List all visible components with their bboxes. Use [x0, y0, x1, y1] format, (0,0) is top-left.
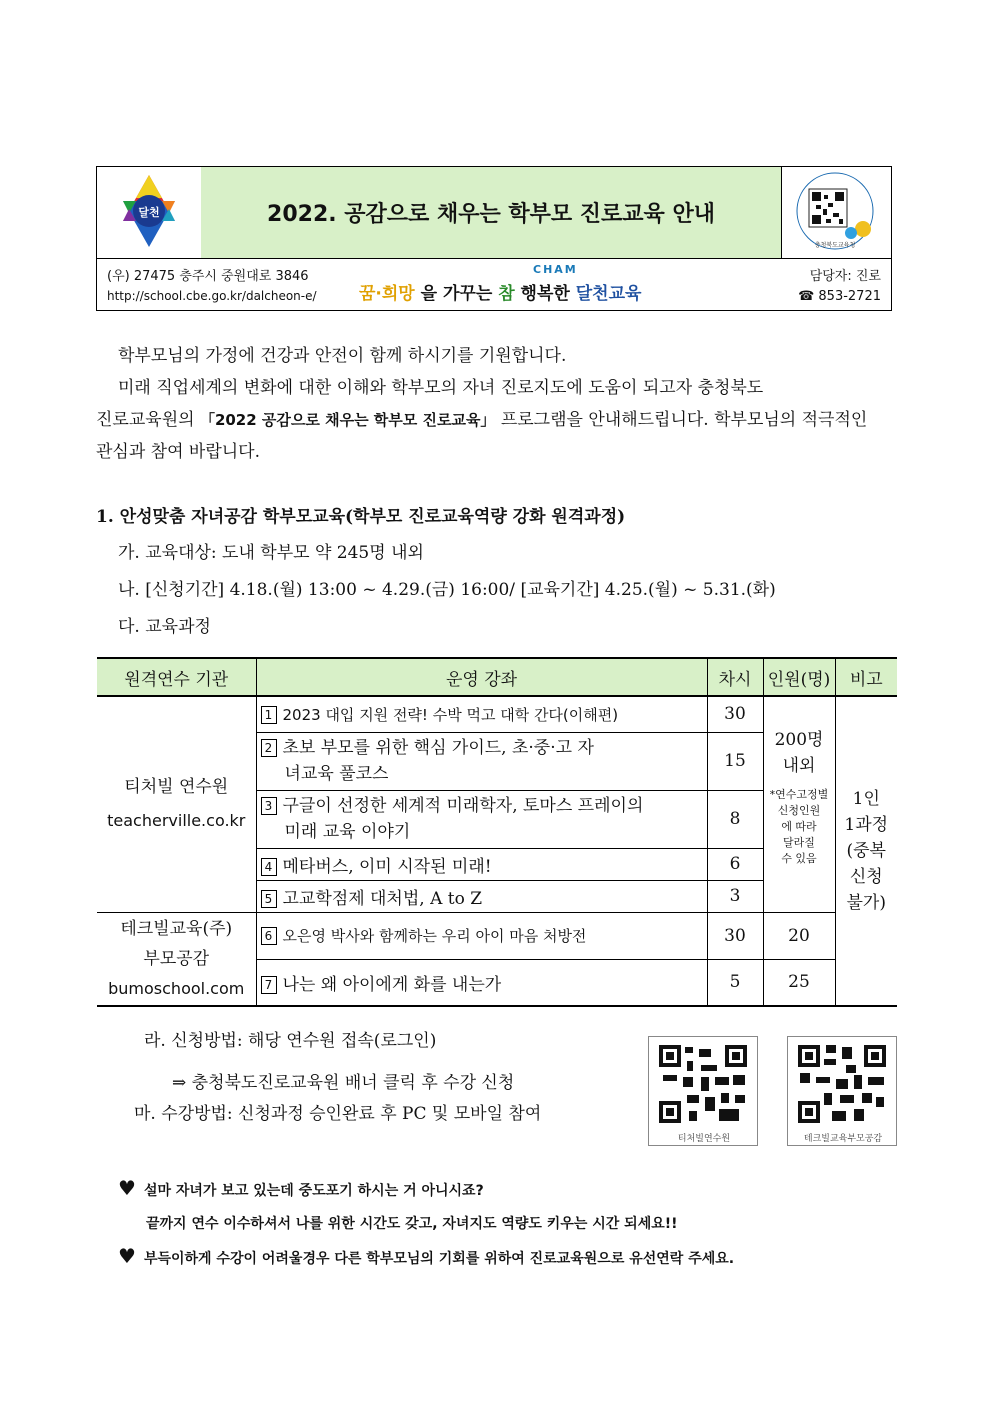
course-number: 4 — [261, 858, 277, 876]
note-line-4: 신청 — [849, 867, 883, 887]
course-cell — [256, 848, 707, 880]
col-header-sessions: 차시 — [707, 658, 763, 696]
qr-bumoschool[interactable] — [787, 1036, 897, 1146]
org-teacherville-name: 티처빌 연수원 — [124, 777, 229, 798]
qr-code-icon — [649, 1037, 757, 1127]
manager-label: 담당자: 진로 — [809, 269, 881, 284]
col-header-org: 원격연수 기관 — [97, 658, 256, 696]
people-cell: 25 — [763, 959, 835, 1006]
table-header-row — [97, 658, 897, 696]
org-bumoschool-name: 테크빌교육(주) — [120, 918, 233, 939]
heart-icon: ♥ — [118, 1244, 136, 1268]
header-top — [97, 167, 891, 259]
course-title: 초보 부모를 위한 핵심 가이드, 초·중·고 자 — [282, 738, 594, 758]
course-number: 7 — [261, 976, 277, 994]
note-line-5: 불가) — [846, 893, 886, 913]
people-note-3: 에 따라 — [781, 820, 817, 833]
course-number: 5 — [261, 890, 277, 908]
sessions-cell: 30 — [707, 912, 763, 959]
course-cell — [256, 790, 707, 848]
note-1 — [118, 1176, 484, 1203]
intro-line-3a: 진로교육원의 — [96, 410, 200, 430]
course-title: 오은영 박사와 함께하는 우리 아이 마음 처방전 — [282, 927, 587, 945]
section-1-item-ga: 가. 교육대상: 도내 학부모 약 245명 내외 — [118, 543, 424, 563]
program-name: 「2022 공감으로 채우는 학부모 진로교육」 — [199, 411, 496, 429]
course-title: 나는 왜 아이에게 화를 내는가 — [282, 974, 502, 995]
col-header-note: 비고 — [835, 658, 897, 696]
section-1-item-da: 다. 교육과정 — [118, 617, 211, 637]
phone-number: ☎ 853-2721 — [798, 289, 881, 304]
course-cell — [256, 732, 707, 790]
school-logo — [97, 167, 202, 258]
course-title: 2023 대입 지원 전략! 수박 먹고 대학 간다(이해편) — [282, 705, 619, 724]
section-1-item-na: 나. [신청기간] 4.18.(월) 13:00 ~ 4.29.(금) 16:00/ [교육기간] 4.25.(월) ~ 5.31.(화) — [118, 580, 776, 600]
page-title: 2022. 공감으로 채우는 학부모 진로교육 안내 — [201, 167, 782, 258]
intro-line-2: 미래 직업세계의 변화에 대한 이해와 학부모의 자녀 진로지도에 도움이 되고자 충청북도 — [118, 378, 764, 398]
slogan-part-4: 행복한 — [514, 284, 576, 304]
people-note-1: *연수고정별 — [769, 788, 829, 801]
people-note-5: 수 있음 — [781, 852, 817, 865]
sessions-cell: 5 — [707, 959, 763, 1006]
note-1b: 끝까지 연수 이수하셔서 나를 위한 시간도 갖고, 자녀지도 역량도 키우는 시간 되세요!! — [146, 1216, 678, 1232]
note-1-text: 설마 자녀가 보고 있는데 중도포기 하시는 거 아니시죠? — [143, 1183, 484, 1199]
course-number: 3 — [261, 797, 277, 815]
qr-caption: 티처빌연수원 — [677, 1134, 731, 1144]
course-cell — [256, 880, 707, 912]
note-line-1: 1인 — [852, 789, 880, 809]
qr-teacherville[interactable] — [648, 1036, 758, 1146]
people-group-line-1: 200명 — [774, 730, 824, 750]
qr-caption: 테크빌교육부모공감 — [803, 1134, 883, 1144]
slogan-cham: CHAM — [533, 263, 578, 276]
section-la-detail: ⇒ 충청북도진로교육원 배너 클릭 후 수강 신청 — [172, 1073, 515, 1093]
org-bumoschool — [97, 912, 256, 1006]
course-title: 메타버스, 이미 시작된 미래! — [282, 856, 492, 877]
course-cell — [256, 696, 707, 732]
office-emblem-icon — [781, 167, 890, 258]
slogan-part-3: 참 — [498, 284, 515, 304]
course-cell — [256, 959, 707, 1006]
office-label: 충청북도교육청 — [814, 242, 856, 249]
sessions-cell: 8 — [707, 790, 763, 848]
course-title-cont: 미래 교육 이야기 — [284, 822, 411, 842]
table-row — [97, 696, 897, 732]
people-group-cell — [763, 696, 835, 912]
people-cell: 20 — [763, 912, 835, 959]
sessions-cell: 30 — [707, 696, 763, 732]
intro-line-4: 관심과 참여 바랍니다. — [96, 442, 261, 462]
sessions-cell: 3 — [707, 880, 763, 912]
school-address: (우) 27475 충주시 중원대로 3846 — [107, 269, 309, 284]
intro-line-3b: 프로그램을 안내해드립니다. 학부모님의 적극적인 — [495, 410, 868, 430]
people-group-line-2: 내외 — [782, 756, 816, 776]
sessions-cell: 15 — [707, 732, 763, 790]
people-note-4: 달라질 — [783, 836, 815, 849]
section-ma: 마. 수강방법: 신청과정 승인완료 후 PC 및 모바일 참여 — [134, 1104, 542, 1124]
slogan-part-5: 달천교육 — [575, 284, 642, 304]
sessions-cell: 6 — [707, 848, 763, 880]
school-url[interactable]: http://school.cbe.go.kr/dalcheon-e/ — [107, 289, 317, 303]
org-teacherville — [97, 696, 256, 912]
course-title-cont: 녀교육 풀코스 — [284, 764, 389, 784]
course-title: 고교학점제 대처법, A to Z — [282, 888, 483, 909]
note-2-text: 부득이하게 수강이 어려울경우 다른 학부모님의 기회를 위하여 진로교육원으로 유선연락 주세요. — [143, 1251, 735, 1267]
note-cell — [835, 696, 897, 1006]
course-cell — [256, 912, 707, 959]
intro-line-1: 학부모님의 가정에 건강과 안전이 함께 하시기를 기원합니다. — [118, 346, 567, 366]
course-table — [97, 657, 897, 1007]
org-bumoschool-url: bumoschool.com — [108, 978, 245, 998]
section-1-heading: 1. 안성맞춤 자녀공감 학부모교육(학부모 진로교육역량 강화 원격과정) — [96, 507, 626, 527]
note-line-3: (중복 — [846, 841, 886, 861]
note-2 — [118, 1244, 734, 1271]
qr-code-icon — [788, 1037, 896, 1127]
table-row — [97, 912, 897, 959]
people-note-2: 신청인원 — [777, 804, 821, 817]
star-logo-icon — [97, 167, 201, 258]
course-number: 6 — [261, 927, 277, 945]
intro-line-3 — [96, 408, 867, 432]
note-line-2: 1과정 — [844, 815, 889, 835]
org-teacherville-url: teacherville.co.kr — [107, 811, 246, 831]
section-la: 라. 신청방법: 해당 연수원 접속(로그인) — [144, 1031, 437, 1051]
slogan-part-1: 꿈·희망 — [359, 284, 415, 304]
heart-icon: ♥ — [118, 1176, 136, 1200]
col-header-course: 운영 강좌 — [256, 658, 707, 696]
header-box — [96, 166, 892, 311]
course-number: 2 — [261, 739, 277, 757]
slogan — [359, 279, 641, 304]
org-bumoschool-sub: 부모공감 — [143, 948, 210, 969]
office-emblem — [781, 167, 890, 258]
course-number: 1 — [261, 706, 277, 724]
course-title: 구글이 선정한 세계적 미래학자, 토마스 프레이의 — [282, 796, 644, 816]
slogan-part-2: 을 가꾸는 — [414, 284, 499, 304]
logo-text: 달천 — [138, 206, 160, 219]
header-bottom — [97, 259, 891, 310]
col-header-people: 인원(명) — [763, 658, 835, 696]
